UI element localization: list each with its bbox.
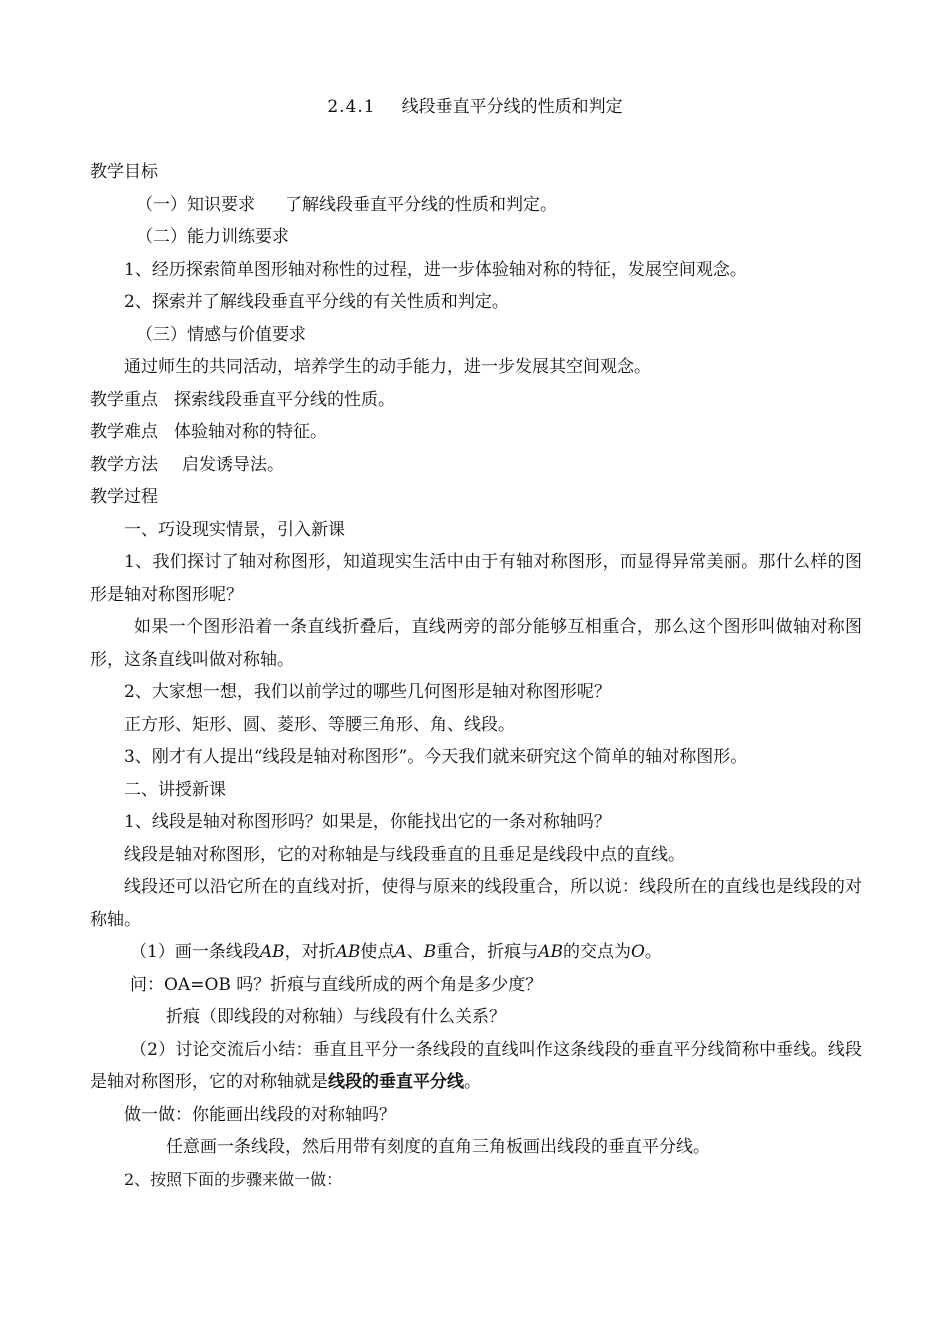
knowledge-text: 了解线段垂直平分线的性质和判定。 — [285, 194, 557, 215]
section-2-title: 二、讲授新课 — [124, 779, 226, 800]
step-1 — [90, 936, 862, 969]
section-1-title: 一、巧设现实情景，引入新课 — [124, 519, 345, 540]
ability-item-2: 2、探索并了解线段垂直平分线的有关性质和判定。 — [124, 292, 509, 312]
question-line-1 — [90, 969, 862, 1002]
section-1-paragraph-3: 3、刚才有人提出“线段是轴对称图形”。今天我们就来研究这个简单的轴对称图形。 — [124, 747, 748, 767]
segment-ab-label: AB — [259, 942, 285, 962]
step-1-text-a: （1）画一条线段 — [130, 942, 260, 962]
ability-label: （二）能力训练要求 — [136, 227, 289, 247]
step-1-text-d: 、 — [406, 942, 424, 962]
title-number: 2.4.1 — [327, 97, 376, 117]
ability-item-1: 1、经历探索简单图形轴对称性的过程，进一步体验轴对称的特征，发展空间观念。 — [124, 259, 747, 280]
section-1-paragraph-1: 1、我们探讨了轴对称图形，知道现实生活中由于有轴对称图形，而显得异常美丽。那什么样的图形是轴对称图形呢？ — [90, 552, 862, 605]
difficulty — [90, 416, 862, 449]
key-point — [90, 384, 862, 417]
method — [90, 449, 862, 482]
knowledge-requirement — [90, 189, 862, 222]
title-text: 线段垂直平分线的性质和判定 — [401, 97, 623, 117]
emotion-label: （三）情感与价值要求 — [136, 324, 306, 345]
knowledge-label: （一）知识要求 — [136, 194, 255, 215]
step-1-text-b: ，对折 — [284, 942, 336, 962]
process-heading: 教学过程 — [90, 487, 158, 507]
question-label: 问： — [130, 974, 164, 995]
document-body — [90, 156, 862, 1196]
objectives-heading: 教学目标 — [90, 162, 158, 182]
point-a-label: A — [394, 942, 407, 962]
method-text: 启发诱导法。 — [182, 454, 284, 475]
step-1-text-g: 。 — [644, 942, 662, 962]
section-2-question-1: 1、线段是轴对称图形吗？如果是，你能找出它的一条对称轴吗？ — [124, 812, 611, 832]
method-label: 教学方法 — [90, 454, 158, 475]
page-title — [0, 92, 950, 117]
point-o-label: O — [630, 942, 645, 962]
section-2-answer-2: 线段还可以沿它所在的直线对折，使得与原来的线段重合，所以说：线段所在的直线也是线段的对称轴。 — [90, 877, 862, 930]
section-1-answer-1: 如果一个图形沿着一条直线折叠后，直线两旁的部分能够互相重合，那么这个图形叫做轴对称图形，这条直线叫做对称轴。 — [90, 617, 862, 670]
point-b-label: B — [423, 942, 437, 962]
key-point-label: 教学重点 — [90, 389, 158, 410]
emotion-text: 通过师生的共同活动，培养学生的动手能力，进一步发展其空间观念。 — [124, 357, 651, 377]
question-2: 折痕（即线段的对称轴）与线段有什么关系？ — [166, 1007, 506, 1027]
try-it-label: 做一做：你能画出线段的对称轴吗？ — [124, 1104, 396, 1125]
segment-ab-label: AB — [335, 942, 361, 962]
step-2 — [90, 1034, 862, 1099]
question-1: OA=OB 吗？折痕与直线所成的两个角是多少度？ — [164, 974, 543, 995]
segment-ab-label: AB — [538, 942, 563, 962]
step-2-end: 。 — [464, 1072, 481, 1092]
step-1-text-c: 使点 — [360, 942, 395, 962]
step-1-text-f: 的交点为 — [562, 942, 631, 962]
difficulty-text: 体验轴对称的特征。 — [174, 422, 327, 442]
key-point-text: 探索线段垂直平分线的性质。 — [174, 389, 395, 410]
step-2-bold-term: 线段的垂直平分线 — [328, 1072, 464, 1092]
section-1-paragraph-2: 2、大家想一想，我们以前学过的哪些几何图形是轴对称图形呢？ — [124, 682, 611, 702]
try-it-text: 任意画一条线段，然后用带有刻度的直角三角板画出线段的垂直平分线。 — [166, 1137, 710, 1157]
section-2-answer-1: 线段是轴对称图形，它的对称轴是与线段垂直的且垂足是线段中点的直线。 — [124, 844, 685, 865]
section-2-question-2: 2、按照下面的步骤来做一做： — [124, 1169, 343, 1189]
step-1-text-e: 重合，折痕与 — [436, 942, 539, 962]
step-2-text: （2）讨论交流后小结：垂直且平分一条线段的直线叫作这条线段的垂直平分线简称中垂线。线段是轴对称图形，它的对称轴就是 — [90, 1039, 862, 1092]
section-1-answer-2: 正方形、矩形、圆、菱形、等腰三角形、角、线段。 — [124, 714, 515, 735]
difficulty-label: 教学难点 — [90, 422, 158, 442]
